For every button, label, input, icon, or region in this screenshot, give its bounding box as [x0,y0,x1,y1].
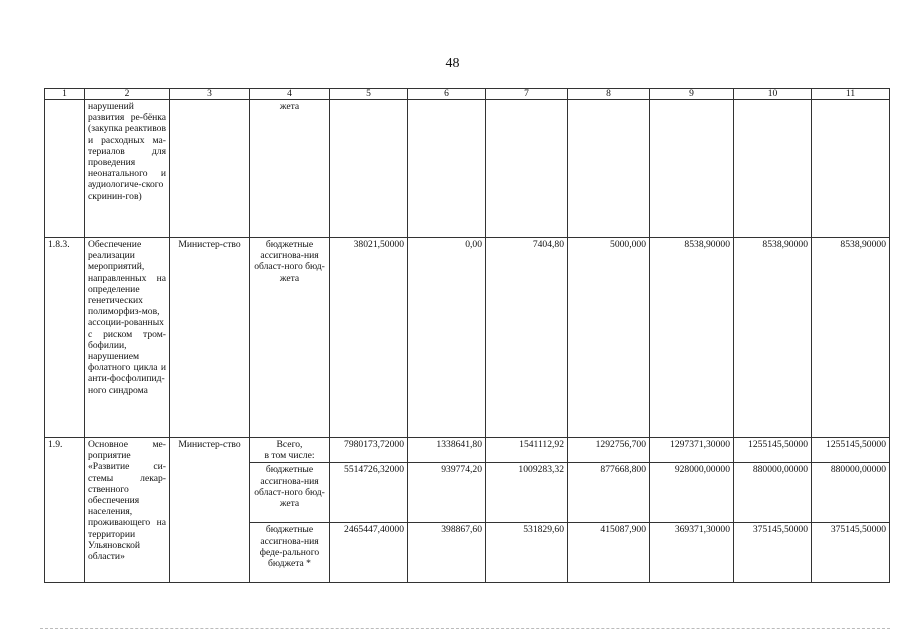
value-cell: 0,00 [408,238,486,438]
table-row [45,238,890,438]
column-header: 9 [650,89,734,100]
value-cell: 415087,900 [568,523,650,583]
table-row [45,100,890,238]
value-cell [734,100,812,238]
value-cell: 375145,50000 [812,523,890,583]
value-cell: 1297371,30000 [650,438,734,463]
funding-source: бюджетные ассигнова-ния област-ного бюд-жета [250,238,330,438]
column-header: 8 [568,89,650,100]
value-cell: 880000,00000 [812,463,890,523]
executor: Министер-ство [170,238,250,438]
value-cell: 7980173,72000 [330,438,408,463]
row-number: 1.9. [45,438,85,583]
value-cell: 928000,00000 [650,463,734,523]
value-cell: 1255145,50000 [812,438,890,463]
value-cell: 5000,000 [568,238,650,438]
column-header: 6 [408,89,486,100]
value-cell: 1255145,50000 [734,438,812,463]
value-cell: 1009283,32 [486,463,568,523]
value-cell: 8538,90000 [734,238,812,438]
page-number: 48 [445,56,460,71]
activity-name: Обеспечение реализации мероприятий, направленных на определение генетических полиморфиз-мов, ассоции-рованных с риском тром-бофилии, нарушением фолатного цикла и анти-фосфолипид-ного синдрома [85,238,170,438]
table-row [45,438,890,463]
footer-divider [40,628,890,630]
value-cell: 1338641,80 [408,438,486,463]
value-cell: 38021,50000 [330,238,408,438]
row-number: 1.8.3. [45,238,85,438]
funding-source: бюджетные ассигнова-ния феде-рального бюджета * [250,523,330,583]
funding-source: жета [250,100,330,238]
total-sublabel: в том числе: [264,450,315,462]
funding-source-total [250,438,330,463]
value-cell: 398867,60 [408,523,486,583]
value-cell: 880000,00000 [734,463,812,523]
column-header: 3 [170,89,250,100]
value-cell [330,100,408,238]
value-cell: 877668,800 [568,463,650,523]
column-header: 2 [85,89,170,100]
value-cell: 369371,30000 [650,523,734,583]
value-cell: 375145,50000 [734,523,812,583]
column-header: 10 [734,89,812,100]
value-cell: 8538,90000 [812,238,890,438]
value-cell: 8538,90000 [650,238,734,438]
column-header: 1 [45,89,85,100]
value-cell: 531829,60 [486,523,568,583]
value-cell [408,100,486,238]
budget-table [44,88,890,583]
column-header: 4 [250,89,330,100]
value-cell: 939774,20 [408,463,486,523]
activity-name: Основное ме-роприятие «Развитие си-стемы лекар-ственного обеспечения населения, проживающего на территории Ульяновской области» [85,438,170,583]
value-cell [812,100,890,238]
funding-source: бюджетные ассигнова-ния област-ного бюд-жета [250,463,330,523]
value-cell: 7404,80 [486,238,568,438]
value-cell [650,100,734,238]
value-cell: 1292756,700 [568,438,650,463]
value-cell: 5514726,32000 [330,463,408,523]
column-number-row [45,89,890,100]
column-header: 7 [486,89,568,100]
value-cell: 2465447,40000 [330,523,408,583]
value-cell [568,100,650,238]
column-header: 5 [330,89,408,100]
row-number [45,100,85,238]
value-cell [486,100,568,238]
executor [170,100,250,238]
executor: Министер-ство [170,438,250,583]
column-header: 11 [812,89,890,100]
value-cell: 1541112,92 [486,438,568,463]
total-label: Всего, [276,439,303,450]
activity-name: нарушений развития ре-бёнка (закупка реактивов и расходных ма-териалов для проведения неонатального и аудиологиче-ского скринин-гов) [85,100,170,238]
